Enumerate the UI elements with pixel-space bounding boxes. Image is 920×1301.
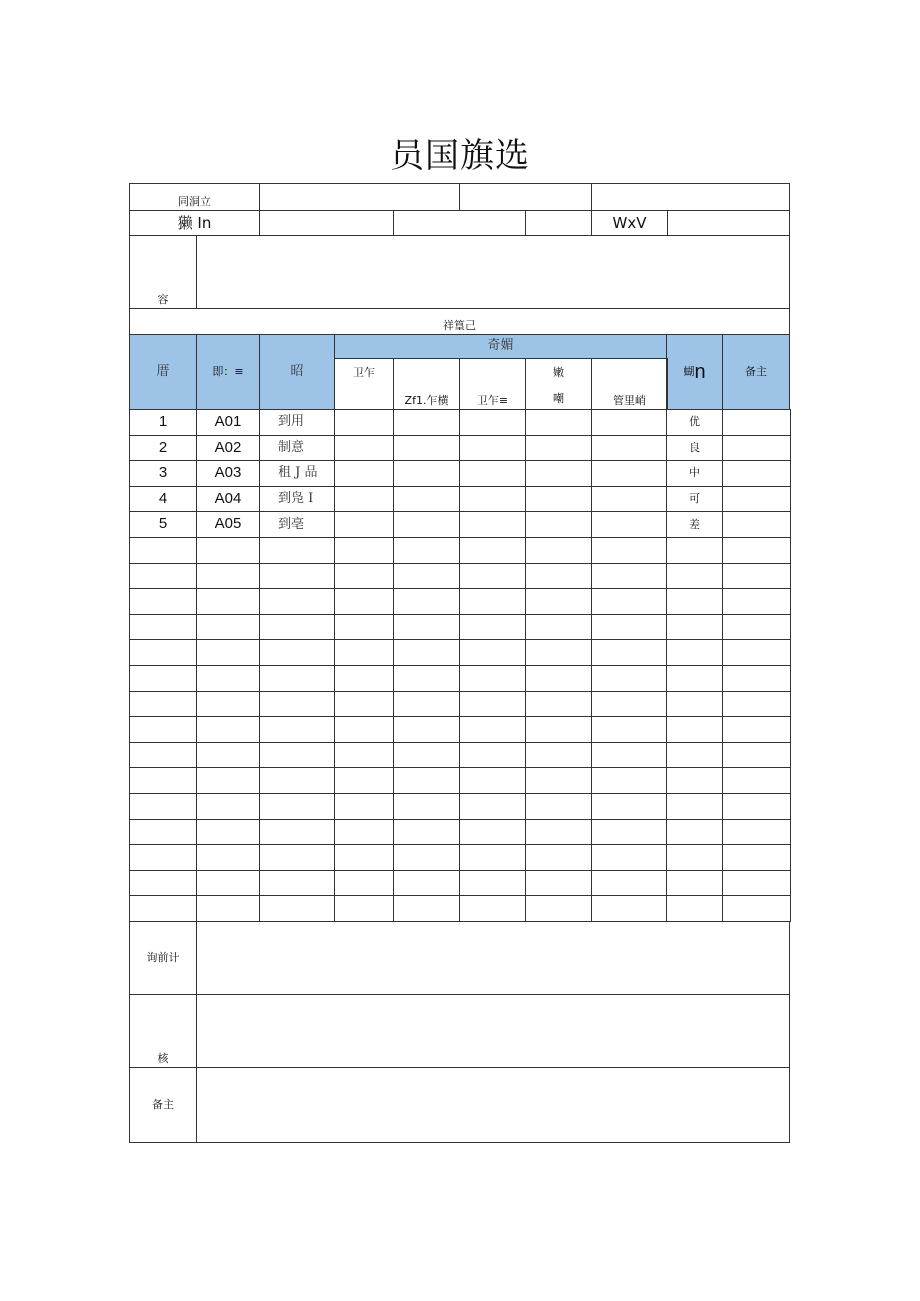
- info-value-2a[interactable]: [259, 210, 394, 236]
- table-cell[interactable]: [334, 435, 394, 462]
- table-cell[interactable]: [459, 870, 526, 897]
- table-cell[interactable]: [259, 639, 335, 666]
- table-cell[interactable]: [722, 460, 791, 487]
- info-label-2: 獭 In: [129, 210, 260, 236]
- row-no: 5: [129, 511, 197, 538]
- table-cell[interactable]: [129, 614, 197, 641]
- row-code: A05: [196, 511, 260, 538]
- table-cell[interactable]: [591, 870, 667, 897]
- table-cell[interactable]: [459, 409, 526, 436]
- table-cell[interactable]: [459, 691, 526, 718]
- row-code: A04: [196, 486, 260, 513]
- header-group: 奇媚: [334, 334, 667, 359]
- table-cell[interactable]: [393, 511, 460, 538]
- table-cell[interactable]: [525, 563, 592, 590]
- subheader-3: 卫乍≡: [459, 358, 526, 410]
- subheader-4: [525, 358, 592, 410]
- table-cell[interactable]: [196, 819, 260, 846]
- table-cell[interactable]: [129, 895, 197, 922]
- summary-label: 询前计: [129, 921, 197, 995]
- review-area[interactable]: [196, 994, 790, 1068]
- subheader-5: 管里峭: [591, 358, 668, 410]
- table-cell[interactable]: [666, 844, 723, 871]
- info-value-1b[interactable]: [459, 183, 592, 211]
- table-cell[interactable]: [334, 563, 394, 590]
- table-cell[interactable]: [591, 844, 667, 871]
- table-cell[interactable]: [334, 819, 394, 846]
- table-cell[interactable]: [393, 716, 460, 743]
- table-cell[interactable]: [196, 870, 260, 897]
- table-cell[interactable]: [196, 537, 260, 564]
- table-cell[interactable]: [334, 793, 394, 820]
- table-cell[interactable]: [722, 742, 791, 769]
- table-cell[interactable]: [591, 742, 667, 769]
- form-table: [129, 183, 790, 1143]
- table-cell[interactable]: [666, 691, 723, 718]
- table-cell[interactable]: [196, 742, 260, 769]
- info-label-1: 同洞立: [129, 183, 260, 211]
- subheader-2: Zf1.乍横: [393, 358, 460, 410]
- row-grade: 良: [666, 435, 723, 462]
- table-cell[interactable]: [722, 767, 791, 794]
- row-name: 到亳: [259, 511, 335, 538]
- table-cell[interactable]: [334, 537, 394, 564]
- table-cell[interactable]: [196, 793, 260, 820]
- table-cell[interactable]: [196, 844, 260, 871]
- table-cell[interactable]: [591, 563, 667, 590]
- info-value-1a[interactable]: [259, 183, 460, 211]
- subheader-1: 卫乍: [334, 358, 394, 410]
- row-grade: 可: [666, 486, 723, 513]
- row-grade: 差: [666, 511, 723, 538]
- table-cell[interactable]: [129, 639, 197, 666]
- table-cell[interactable]: [459, 742, 526, 769]
- table-cell[interactable]: [459, 537, 526, 564]
- table-cell[interactable]: [459, 793, 526, 820]
- table-cell[interactable]: [525, 870, 592, 897]
- table-cell[interactable]: [591, 537, 667, 564]
- table-cell[interactable]: [666, 563, 723, 590]
- table-cell[interactable]: [196, 639, 260, 666]
- row-name: 到用: [259, 409, 335, 436]
- table-cell[interactable]: [259, 588, 335, 615]
- table-cell[interactable]: [259, 665, 335, 692]
- table-cell[interactable]: [525, 409, 592, 436]
- table-cell[interactable]: [129, 819, 197, 846]
- table-cell[interactable]: [591, 435, 667, 462]
- table-cell[interactable]: [393, 870, 460, 897]
- table-cell[interactable]: [459, 895, 526, 922]
- table-cell[interactable]: [722, 716, 791, 743]
- table-cell[interactable]: [722, 819, 791, 846]
- table-cell[interactable]: [666, 665, 723, 692]
- table-cell[interactable]: [393, 435, 460, 462]
- table-cell[interactable]: [393, 819, 460, 846]
- row-no: 1: [129, 409, 197, 436]
- table-cell[interactable]: [591, 460, 667, 487]
- header-code: 即：≡: [196, 334, 260, 410]
- table-cell[interactable]: [393, 844, 460, 871]
- table-cell[interactable]: [591, 767, 667, 794]
- table-cell[interactable]: [196, 665, 260, 692]
- table-cell[interactable]: [196, 716, 260, 743]
- info-value-2b[interactable]: [393, 210, 526, 236]
- table-cell[interactable]: [393, 639, 460, 666]
- row-code: A01: [196, 409, 260, 436]
- table-cell[interactable]: [334, 511, 394, 538]
- row-name: 到凫 I: [259, 486, 335, 513]
- table-cell[interactable]: [196, 563, 260, 590]
- table-cell[interactable]: [334, 614, 394, 641]
- table-cell[interactable]: [525, 691, 592, 718]
- table-cell[interactable]: [129, 793, 197, 820]
- table-cell[interactable]: [129, 870, 197, 897]
- table-cell[interactable]: [459, 767, 526, 794]
- table-cell[interactable]: [591, 895, 667, 922]
- table-cell[interactable]: [129, 767, 197, 794]
- table-cell[interactable]: [525, 895, 592, 922]
- table-cell[interactable]: [259, 767, 335, 794]
- header-grade-suffix: n: [694, 361, 706, 383]
- table-cell[interactable]: [525, 716, 592, 743]
- table-cell[interactable]: [196, 614, 260, 641]
- table-cell[interactable]: [591, 691, 667, 718]
- table-cell[interactable]: [525, 460, 592, 487]
- table-cell[interactable]: [393, 742, 460, 769]
- table-cell[interactable]: [722, 614, 791, 641]
- table-cell[interactable]: [393, 563, 460, 590]
- table-cell[interactable]: [722, 665, 791, 692]
- section-title: 祥篁己: [129, 308, 790, 335]
- table-cell[interactable]: [722, 793, 791, 820]
- table-cell[interactable]: [393, 486, 460, 513]
- table-cell[interactable]: [259, 793, 335, 820]
- table-cell[interactable]: [722, 563, 791, 590]
- table-cell[interactable]: [525, 486, 592, 513]
- table-cell[interactable]: [591, 511, 667, 538]
- header-grade: [666, 334, 723, 410]
- header-no: 厝: [129, 334, 197, 410]
- header-remark: 备主: [722, 334, 790, 410]
- header-name: 昭: [259, 334, 335, 410]
- table-cell[interactable]: [525, 742, 592, 769]
- table-cell[interactable]: [722, 435, 791, 462]
- content-area[interactable]: [196, 235, 790, 309]
- table-cell[interactable]: [393, 537, 460, 564]
- table-cell[interactable]: [525, 614, 592, 641]
- table-cell[interactable]: [459, 460, 526, 487]
- table-cell[interactable]: [525, 767, 592, 794]
- table-cell[interactable]: [459, 614, 526, 641]
- table-cell[interactable]: [259, 895, 335, 922]
- row-name: 制意: [259, 435, 335, 462]
- table-cell[interactable]: [334, 639, 394, 666]
- table-cell[interactable]: [334, 486, 394, 513]
- table-cell[interactable]: [722, 691, 791, 718]
- summary-area[interactable]: [196, 921, 790, 995]
- content-label: 容: [129, 235, 197, 309]
- table-cell[interactable]: [525, 435, 592, 462]
- table-cell[interactable]: [259, 870, 335, 897]
- table-cell[interactable]: [525, 511, 592, 538]
- table-cell[interactable]: [722, 895, 791, 922]
- table-cell[interactable]: [259, 844, 335, 871]
- table-cell[interactable]: [666, 742, 723, 769]
- table-cell[interactable]: [459, 435, 526, 462]
- table-cell[interactable]: [666, 716, 723, 743]
- table-cell[interactable]: [525, 588, 592, 615]
- row-code: A03: [196, 460, 260, 487]
- table-cell[interactable]: [591, 665, 667, 692]
- table-cell[interactable]: [393, 895, 460, 922]
- table-cell[interactable]: [591, 819, 667, 846]
- row-grade: 优: [666, 409, 723, 436]
- table-cell[interactable]: [525, 819, 592, 846]
- table-cell[interactable]: [129, 563, 197, 590]
- table-cell[interactable]: [129, 844, 197, 871]
- table-cell[interactable]: [459, 665, 526, 692]
- table-cell[interactable]: [459, 819, 526, 846]
- table-cell[interactable]: [525, 537, 592, 564]
- table-cell[interactable]: [666, 767, 723, 794]
- info-value-2d[interactable]: [667, 210, 790, 236]
- table-cell[interactable]: [334, 588, 394, 615]
- table-cell[interactable]: [722, 486, 791, 513]
- table-cell[interactable]: [666, 639, 723, 666]
- table-cell[interactable]: [259, 537, 335, 564]
- table-cell[interactable]: [259, 716, 335, 743]
- table-cell[interactable]: [666, 537, 723, 564]
- table-cell[interactable]: [459, 563, 526, 590]
- table-cell[interactable]: [666, 793, 723, 820]
- table-cell[interactable]: [259, 742, 335, 769]
- table-cell[interactable]: [129, 742, 197, 769]
- review-label: 核: [129, 994, 197, 1068]
- table-cell[interactable]: [393, 460, 460, 487]
- table-cell[interactable]: [459, 511, 526, 538]
- table-cell[interactable]: [334, 742, 394, 769]
- table-cell[interactable]: [334, 460, 394, 487]
- table-cell[interactable]: [459, 486, 526, 513]
- info-value-1c[interactable]: [591, 183, 790, 211]
- table-cell[interactable]: [525, 844, 592, 871]
- table-cell[interactable]: [393, 409, 460, 436]
- table-cell[interactable]: [459, 639, 526, 666]
- table-cell[interactable]: [722, 844, 791, 871]
- subheader-4-bottom: 嘲: [553, 391, 564, 405]
- table-cell[interactable]: [591, 614, 667, 641]
- table-cell[interactable]: [259, 691, 335, 718]
- row-no: 4: [129, 486, 197, 513]
- table-cell[interactable]: [259, 563, 335, 590]
- table-cell[interactable]: [722, 870, 791, 897]
- table-cell[interactable]: [591, 486, 667, 513]
- table-cell[interactable]: [722, 639, 791, 666]
- table-cell[interactable]: [334, 409, 394, 436]
- table-cell[interactable]: [334, 895, 394, 922]
- row-no: 3: [129, 460, 197, 487]
- header-grade-text: 蝴: [683, 364, 695, 378]
- table-cell[interactable]: [459, 844, 526, 871]
- table-cell[interactable]: [334, 716, 394, 743]
- table-cell[interactable]: [334, 665, 394, 692]
- table-cell[interactable]: [591, 793, 667, 820]
- table-cell[interactable]: [591, 588, 667, 615]
- table-cell[interactable]: [334, 870, 394, 897]
- table-cell[interactable]: [259, 614, 335, 641]
- table-cell[interactable]: [196, 895, 260, 922]
- remark-area[interactable]: [196, 1067, 790, 1143]
- table-cell[interactable]: [196, 588, 260, 615]
- info-value-2c[interactable]: [525, 210, 592, 236]
- table-cell[interactable]: [666, 870, 723, 897]
- table-cell[interactable]: [393, 767, 460, 794]
- table-cell[interactable]: [196, 767, 260, 794]
- info-label-2b: WxV: [591, 210, 668, 236]
- table-cell[interactable]: [459, 588, 526, 615]
- table-cell[interactable]: [259, 819, 335, 846]
- table-cell[interactable]: [393, 614, 460, 641]
- table-cell[interactable]: [334, 691, 394, 718]
- row-grade: 中: [666, 460, 723, 487]
- table-cell[interactable]: [129, 716, 197, 743]
- table-cell[interactable]: [129, 691, 197, 718]
- subheader-4-top: 嫩: [553, 366, 564, 379]
- table-cell[interactable]: [129, 665, 197, 692]
- remark-label: 备主: [129, 1067, 197, 1143]
- table-cell[interactable]: [393, 691, 460, 718]
- row-no: 2: [129, 435, 197, 462]
- table-cell[interactable]: [393, 665, 460, 692]
- table-cell[interactable]: [722, 511, 791, 538]
- page-title: 员国旗选: [390, 136, 530, 176]
- table-cell[interactable]: [525, 665, 592, 692]
- table-cell[interactable]: [666, 614, 723, 641]
- table-cell[interactable]: [591, 716, 667, 743]
- table-cell[interactable]: [459, 716, 526, 743]
- table-cell[interactable]: [196, 691, 260, 718]
- table-cell[interactable]: [525, 793, 592, 820]
- table-cell[interactable]: [722, 537, 791, 564]
- table-cell[interactable]: [525, 639, 592, 666]
- table-cell[interactable]: [722, 588, 791, 615]
- table-cell[interactable]: [129, 588, 197, 615]
- table-cell[interactable]: [129, 537, 197, 564]
- table-cell[interactable]: [666, 819, 723, 846]
- table-cell[interactable]: [722, 409, 791, 436]
- table-cell[interactable]: [393, 793, 460, 820]
- table-cell[interactable]: [334, 844, 394, 871]
- row-code: A02: [196, 435, 260, 462]
- table-cell[interactable]: [666, 895, 723, 922]
- table-cell[interactable]: [591, 639, 667, 666]
- table-cell[interactable]: [393, 588, 460, 615]
- table-cell[interactable]: [591, 409, 667, 436]
- table-cell[interactable]: [334, 767, 394, 794]
- row-name: 租 J 品: [259, 460, 335, 487]
- table-cell[interactable]: [666, 588, 723, 615]
